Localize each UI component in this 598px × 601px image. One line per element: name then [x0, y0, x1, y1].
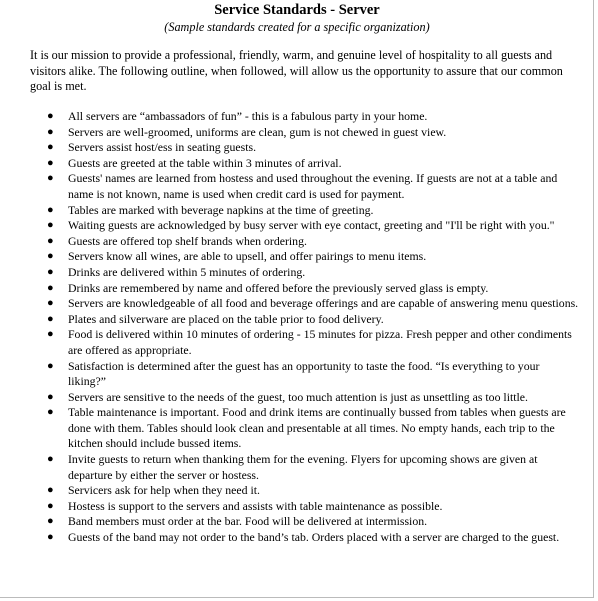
list-item — [0, 296, 594, 312]
list-item-text: Guests are greeted at the table within 3 minutes of arrival. — [68, 155, 342, 170]
list-item-text: Table maintenance is important. Food and drink items are continually bussed from tables when guests are done with them. Tables should look clean and presentable at all times. No empty hands, each trip to the kitchen should include bussed items. — [68, 405, 566, 451]
list-item-text: Plates and silverware are placed on the table prior to food delivery. — [68, 311, 384, 326]
list-item-text: Servers assist host/ess in seating guests. — [68, 140, 257, 155]
bullet-icon: ● — [47, 234, 54, 247]
list-item-text: Tables are marked with beverage napkins at the time of greeting. — [68, 202, 374, 217]
list-item — [0, 452, 594, 483]
list-item — [0, 390, 594, 406]
list-item-text: Servers are sensitive to the needs of the guest, too much attention is just as unsettling as too little. — [68, 389, 528, 404]
list-item — [0, 514, 594, 530]
list-item-text: Guests' names are learned from hostess and used throughout the evening. If guests are not at a table and name is not known, name is used when credit card is used for payment. — [68, 171, 558, 201]
bullet-icon: ● — [47, 125, 54, 138]
list-item — [0, 234, 594, 250]
list-item — [0, 327, 594, 358]
document-title: Service Standards - Server — [214, 2, 380, 18]
standards-list — [0, 109, 594, 546]
bullet-icon: ● — [47, 265, 54, 278]
list-item — [0, 109, 594, 125]
list-item-text: Invite guests to return when thanking them for the evening. Flyers for upcoming shows are given at departure by either the server or hostess. — [68, 452, 538, 482]
bullet-icon: ● — [47, 110, 54, 122]
bullet-icon: ● — [47, 531, 54, 544]
list-item-text: Guests of the band may not order to the band’s tab. Orders placed with a server are charged to the guest. — [68, 530, 560, 545]
bullet-icon: ● — [47, 406, 54, 419]
list-item — [0, 156, 594, 172]
list-item — [0, 218, 594, 234]
list-item — [0, 125, 594, 141]
list-item — [0, 359, 594, 390]
list-item-text: Drinks are remembered by name and offered before the previously served glass is empty. — [68, 280, 489, 295]
list-item-text: Hostess is support to the servers and assists with table maintenance as possible. — [68, 498, 443, 513]
bullet-icon: ● — [47, 328, 54, 341]
list-item-text: Guests are offered top shelf brands when ordering. — [68, 233, 307, 248]
list-item — [0, 171, 594, 202]
list-item-text: Servers are well-groomed, uniforms are clean, gum is not chewed in guest view. — [68, 124, 447, 139]
bullet-icon: ● — [47, 390, 54, 403]
list-item — [0, 203, 594, 219]
list-item-text: Waiting guests are acknowledged by busy server with eye contact, greeting and "I'll be right with you." — [68, 218, 555, 233]
list-item — [0, 405, 594, 452]
bullet-icon: ● — [47, 156, 54, 169]
list-item-text: Servicers ask for help when they need it. — [68, 483, 260, 498]
bullet-icon: ● — [47, 172, 54, 185]
list-item — [0, 281, 594, 297]
list-item — [0, 249, 594, 265]
bullet-icon: ● — [47, 141, 54, 154]
bullet-icon: ● — [47, 359, 54, 372]
list-item — [0, 530, 594, 546]
list-item — [0, 483, 594, 499]
list-item-text: Band members must order at the bar. Food will be delivered at intermission. — [68, 514, 428, 529]
bullet-icon: ● — [47, 281, 54, 294]
bullet-icon: ● — [47, 499, 54, 512]
bullet-icon: ● — [47, 484, 54, 497]
document-subtitle: (Sample standards created for a specific organization) — [164, 20, 430, 34]
list-item-text: Food is delivered within 10 minutes of ordering - 15 minutes for pizza. Fresh pepper and other condiments are offered as appropriate. — [68, 327, 572, 357]
bullet-icon: ● — [47, 312, 54, 325]
list-item-text: Satisfaction is determined after the guest has an opportunity to taste the food. “Is everything to your liking?” — [68, 358, 540, 389]
bullet-icon: ● — [47, 219, 54, 232]
list-item-text: All servers are “ambassadors of fun” - this is a fabulous party in your home. — [68, 109, 428, 123]
list-item — [0, 265, 594, 281]
list-item-text: Servers are knowledgeable of all food and beverage offerings and are capable of answering menu questions. — [68, 296, 579, 311]
list-item — [0, 312, 594, 328]
intro-paragraph: It is our mission to provide a professional, friendly, warm, and genuine level of hospitality to all guests and visitors alike. The following outline, when followed, will allow us the opportunity to assure that our common goal is met. — [30, 48, 563, 93]
bullet-icon: ● — [47, 250, 54, 263]
list-item-text: Drinks are delivered within 5 minutes of ordering. — [68, 264, 306, 279]
bullet-icon: ● — [47, 297, 54, 310]
bullet-icon: ● — [47, 453, 54, 466]
list-item-text: Servers know all wines, are able to upsell, and offer pairings to menu items. — [68, 249, 427, 264]
list-item — [0, 140, 594, 156]
bullet-icon: ● — [47, 203, 54, 216]
bullet-icon: ● — [47, 515, 54, 528]
list-item — [0, 499, 594, 515]
